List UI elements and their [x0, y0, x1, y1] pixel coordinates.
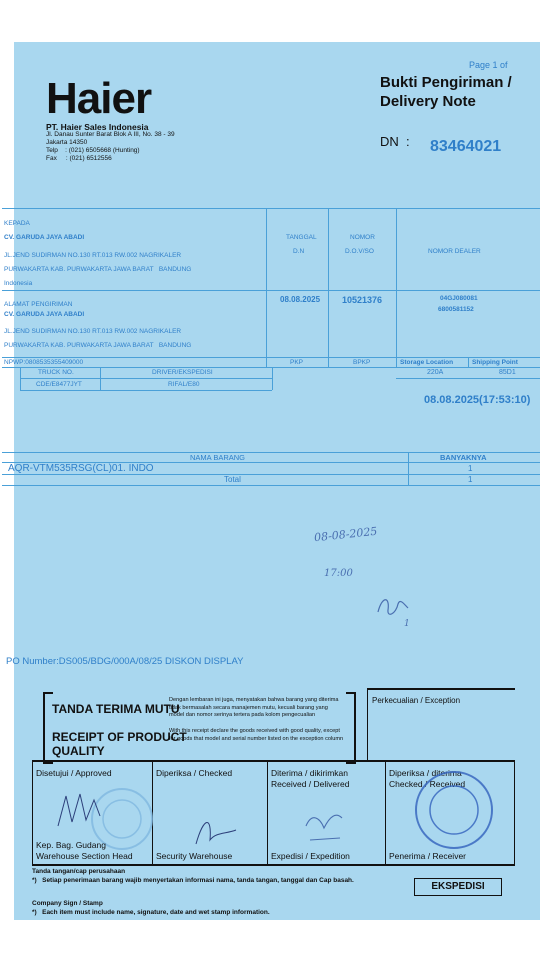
- storage-location-value: 220A: [427, 369, 444, 376]
- ship-city: PURWAKARTA KAB. PURWAKARTA JAWA BARAT BANDUNG: [4, 342, 192, 349]
- col-quantity: BANYAKNYA: [440, 453, 487, 462]
- handwritten-page-count: 1: [404, 619, 410, 629]
- receipt-text-id: Dengan lembaran ini juga, menyatakan bahwa barang yang diterima tidak bermasalah secara manajemen mutu, kecuali barang yang model dan nomor serinya tertera pada kolom pengecualian: [169, 697, 339, 718]
- sign-title: Tanda tangan/cap perusahaan: [32, 868, 126, 875]
- receiver-label: Penerima / Receiver: [389, 851, 467, 861]
- nomor-header: NOMOR: [350, 234, 375, 241]
- items-table: [2, 452, 540, 496]
- kepada-label: KEPADA: [4, 220, 30, 227]
- approved-label: Disetujui / Approved: [36, 768, 112, 778]
- col-item-name: NAMA BARANG: [190, 453, 246, 462]
- transport-row: [20, 368, 272, 392]
- dealer-number-1: 04GJ080081: [440, 295, 478, 302]
- customer-address: JL.JEND SUDIRMAN NO.130 RT.013 RW.002 NAGRIKALER: [4, 252, 182, 259]
- truck-number: CDE/E8477JYT: [36, 381, 82, 388]
- company-city: Jakarta 14350: [46, 139, 88, 146]
- po-number: PO Number:DS005/BDG/000A/08/25 DISKON DISPLAY: [6, 656, 244, 667]
- stamp-note: *) Each item must include name, signature, date and wet stamp information.: [32, 909, 270, 916]
- receipt-title-en2: QUALITY: [52, 744, 105, 758]
- receiver-stamp-icon: [410, 766, 500, 850]
- date-value: 08.08.2025: [280, 295, 321, 304]
- checked-label: Diperiksa / Checked: [156, 768, 233, 778]
- exception-box: Perkecualian / Exception: [372, 696, 461, 705]
- checked-received-label: Diperiksa / diterima: [389, 768, 462, 778]
- total-label: Total: [224, 475, 241, 484]
- haier-logo: Haier: [46, 74, 152, 123]
- received-label: Diterima / dikirimkan: [271, 768, 348, 778]
- ship-name: CV. GARUDA JAYA ABADI: [4, 311, 85, 318]
- document-subtitle: Delivery Note: [380, 93, 476, 110]
- security-label: Security Warehouse: [156, 851, 233, 861]
- dn-header: D.N: [293, 248, 305, 255]
- stamp-title: Company Sign / Stamp: [32, 900, 103, 907]
- ship-label: ALAMAT PENGIRIMAN: [4, 301, 73, 308]
- ship-address: JL.JEND SUDIRMAN NO.130 RT.013 RW.002 NAGRIKALER: [4, 328, 182, 335]
- expedition-signature-icon: [300, 798, 350, 848]
- total-quantity: 1: [468, 475, 473, 484]
- dealer-header: NOMOR DEALER: [428, 248, 481, 255]
- shipping-point-value: 85D1: [499, 369, 516, 376]
- expedition-label: Expedisi / Expedition: [271, 851, 350, 861]
- npwp: NPWP:0808535355409000: [4, 359, 84, 366]
- bpkp-label: BPKP: [353, 359, 371, 366]
- page-indicator: Page 1 of: [469, 60, 508, 70]
- receipt-text-en: With this receipt declare the goods received with good quality, except for goods that model and serial number listed on the exception column: [169, 728, 344, 742]
- dn-number: 83464021: [430, 138, 502, 155]
- customer-name: CV. GARUDA JAYA ABADI: [4, 234, 85, 241]
- document-title: Bukti Pengiriman /: [380, 74, 512, 91]
- handwritten-time: 17:00: [324, 568, 353, 579]
- driver-name: RIFAL/E80: [168, 381, 200, 388]
- handwritten-date: 08-08-2025: [313, 524, 378, 545]
- receipt-title-en: RECEIPT OF PRODUCT: [52, 730, 187, 744]
- do-number: 10521376: [342, 295, 383, 305]
- tanggal-header: TANGGAL: [286, 234, 317, 241]
- pkp-label: PKP: [290, 359, 304, 366]
- received-label-2: Received / Delivered: [271, 779, 350, 789]
- customer-country: Indonesia: [4, 280, 33, 287]
- dealer-number-2: 6800581152: [438, 306, 474, 313]
- company-phone: Telp : (021) 6505668 (Hunting): [46, 147, 140, 154]
- customer-block: [2, 208, 540, 368]
- checked-received-label-2: Checked / Received: [389, 779, 466, 789]
- company-address: Jl. Danau Sunter Barat Blok A III, No. 38 - 39: [46, 131, 175, 138]
- dn-label: DN :: [380, 134, 410, 149]
- company-name: PT. Haier Sales Indonesia: [46, 122, 149, 132]
- delivery-note-paper: [4, 42, 540, 920]
- section-head-label-2: Warehouse Section Head: [36, 851, 133, 861]
- print-timestamp: 08.08.2025(17:53:10): [424, 394, 531, 406]
- storage-location-label: Storage Location: [400, 359, 454, 366]
- truck-label: TRUCK NO.: [38, 369, 74, 376]
- security-signature-icon: [192, 812, 242, 852]
- customer-city: PURWAKARTA KAB. PURWAKARTA JAWA BARAT BANDUNG: [4, 266, 192, 273]
- sign-note: *) Setiap penerimaan barang wajib menyertakan informasi nama, tanda tangan, tanggal dan Cap basah.: [32, 877, 354, 884]
- dovso-header: D.O.V/SO: [345, 248, 374, 255]
- receipt-title-id: TANDA TERIMA MUTU: [52, 702, 180, 716]
- shipping-point-label: Shipping Point: [472, 359, 518, 366]
- driver-label: DRIVER/EKSPEDISI: [152, 369, 213, 376]
- copy-label: EKSPEDISI: [414, 878, 502, 896]
- signature-grid: [32, 762, 515, 866]
- section-head-label: Kep. Bag. Gudang: [36, 840, 106, 850]
- approver-signature-icon: [52, 786, 112, 836]
- company-fax: Fax : (021) 6512556: [46, 155, 112, 162]
- item-name: AQR-VTM535RSG(CL)01. INDO: [8, 463, 154, 474]
- item-quantity: 1: [468, 464, 473, 473]
